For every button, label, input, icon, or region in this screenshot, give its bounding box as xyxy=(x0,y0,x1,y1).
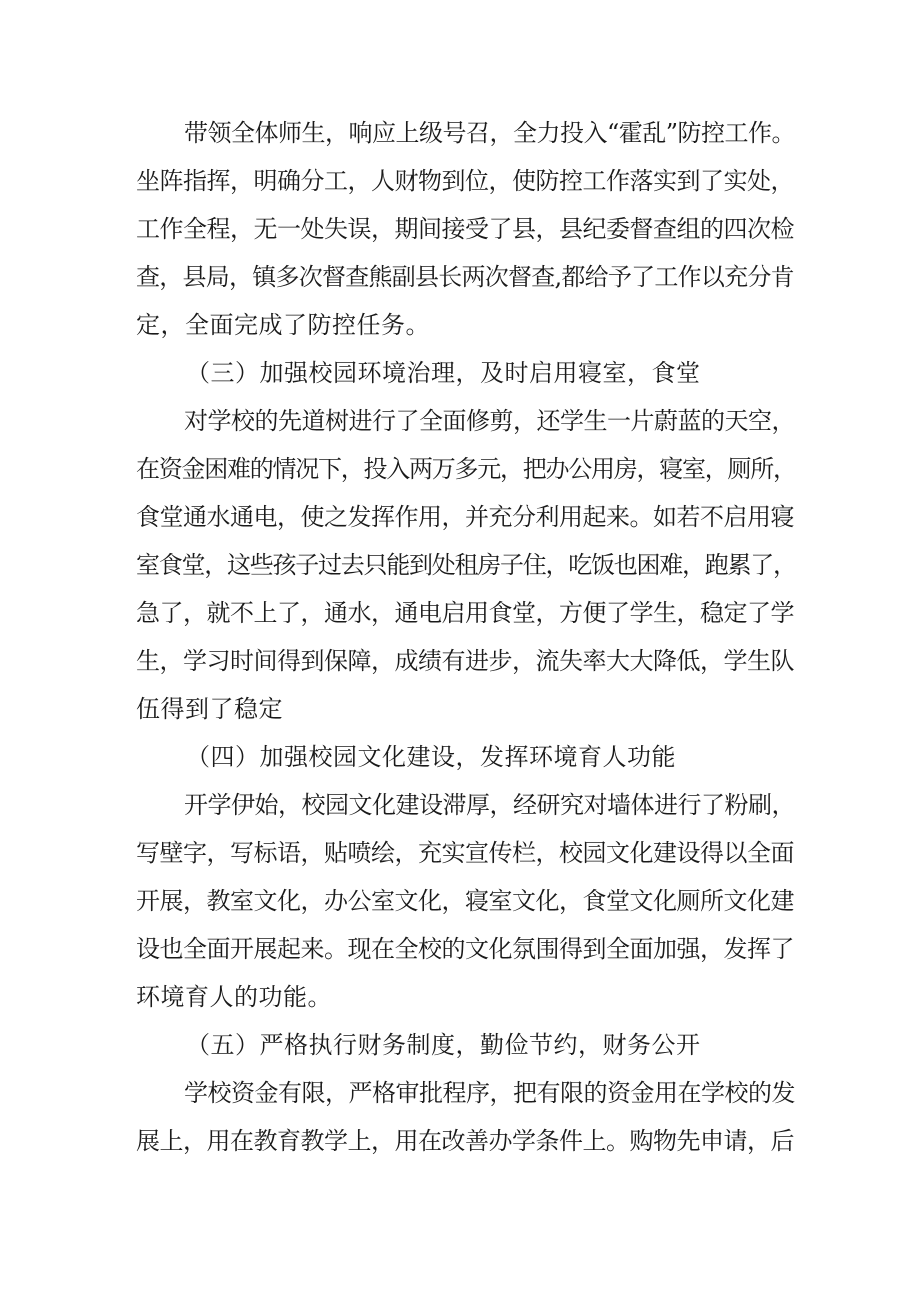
body-text-line: 查，县局，镇多次督查熊副县长两次督查,都给予了工作以充分肯 xyxy=(136,263,794,291)
body-text-line: 开展，教室文化，办公室文化，寝室文化，食堂文化厕所文化建 xyxy=(136,887,794,915)
body-text-line: 设也全面开展起来。现在全校的文化氛围得到全面加强，发挥了 xyxy=(136,935,794,963)
body-text-line: 生，学习时间得到保障，成绩有进步，流失率大大降低，学生队 xyxy=(136,647,794,675)
body-text-line: 急了，就不上了，通水，通电启用食堂，方便了学生，稳定了学 xyxy=(136,599,794,627)
body-text-line: 定，全面完成了防控任务。 xyxy=(136,311,430,339)
body-text-line: 食堂通水通电，使之发挥作用，并充分利用起来。如若不启用寝 xyxy=(136,503,794,531)
section-heading: （三）加强校园环境治理，及时启用寝室，食堂 xyxy=(186,359,701,387)
body-text-line: 环境育人的功能。 xyxy=(136,983,332,1011)
body-text-line: 开学伊始，校园文化建设滞厚，经研究对墙体进行了粉刷， xyxy=(184,791,795,819)
section-heading: （五）严格执行财务制度，勤俭节约，财务公开 xyxy=(186,1031,701,1059)
body-text-line: 坐阵指挥，明确分工，人财物到位，使防控工作落实到了实处， xyxy=(136,167,794,195)
body-text-line: 伍得到了稳定 xyxy=(136,695,283,723)
body-text-line: 学校资金有限，严格审批程序，把有限的资金用在学校的发 xyxy=(184,1079,795,1107)
body-text-line: 在资金困难的情况下，投入两万多元，把办公用房，寝室，厕所， xyxy=(136,455,796,483)
body-text-line: 带领全体师生，响应上级号召，全力投入“霍乱”防控工作。 xyxy=(184,119,796,147)
body-text-line: 对学校的先道树进行了全面修剪，还学生一片蔚蓝的天空， xyxy=(184,407,795,435)
body-text-line: 室食堂，这些孩子过去只能到处租房子住，吃饭也困难，跑累了， xyxy=(136,551,796,579)
body-text-line: 展上，用在教育教学上，用在改善办学条件上。购物先申请，后 xyxy=(136,1127,794,1155)
section-heading: （四）加强校园文化建设，发挥环境育人功能 xyxy=(186,743,676,771)
body-text-line: 工作全程，无一处失误，期间接受了县，县纪委督查组的四次检 xyxy=(136,215,794,243)
body-text-line: 写壁字，写标语，贴喷绘，充实宣传栏，校园文化建设得以全面 xyxy=(136,839,794,867)
